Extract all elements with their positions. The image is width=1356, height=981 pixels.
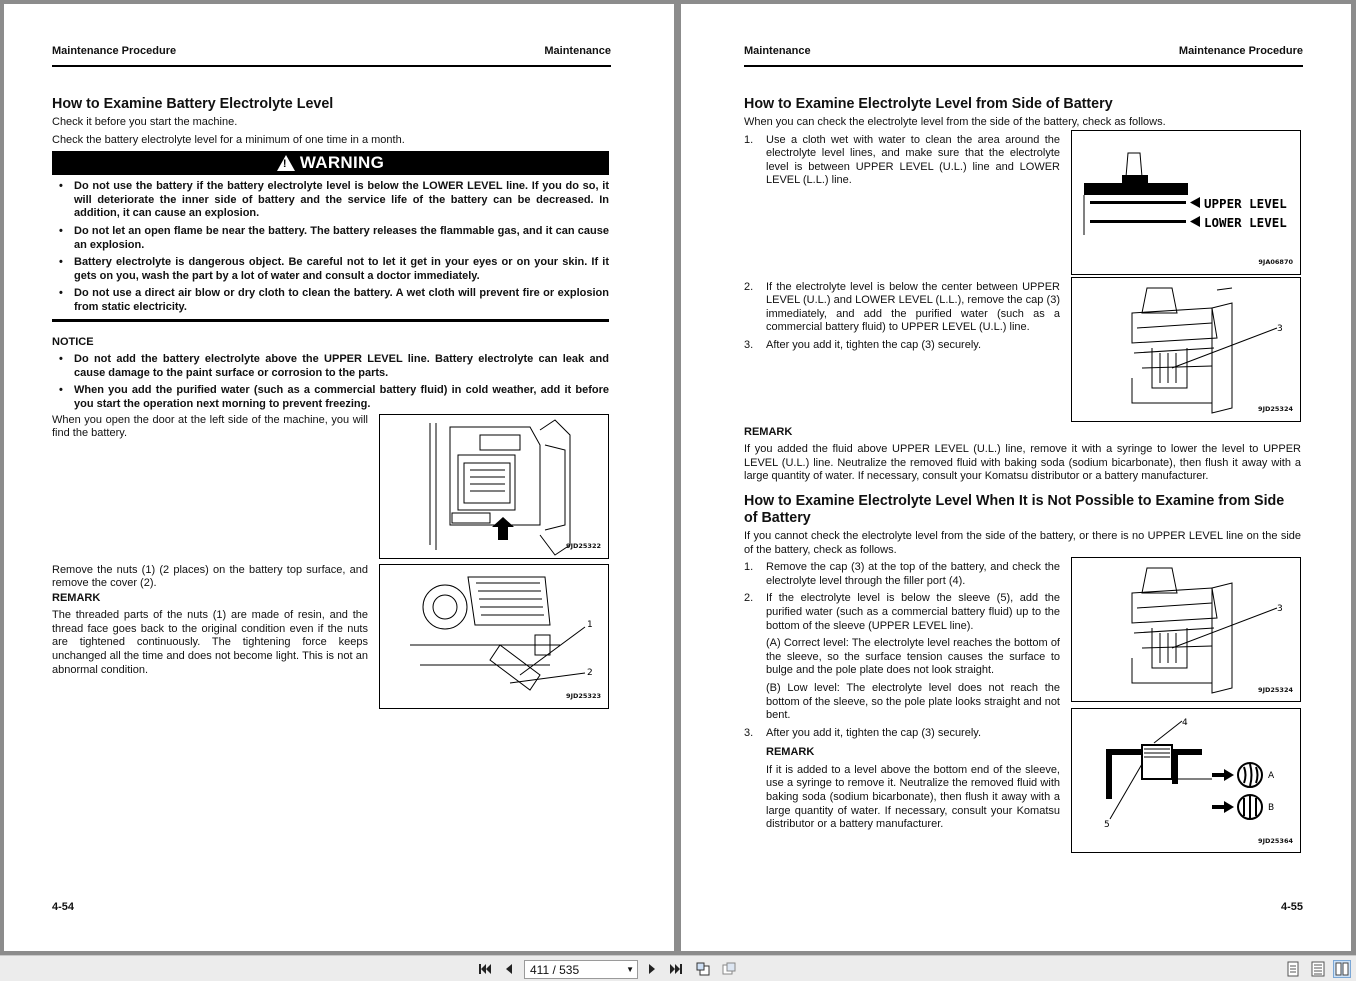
intro-text: If you cannot check the electrolyte level from the side of the battery, or there is no UPPER LEVEL line on the side of the battery, check as follows.: [744, 529, 1301, 556]
steps-list: [744, 281, 1060, 422]
next-page-icon[interactable]: [643, 960, 661, 978]
figure-code: 9JD25323: [566, 691, 601, 700]
steps2-section: [744, 561, 1301, 853]
header-right: Maintenance: [544, 45, 611, 57]
step2-section: [744, 281, 1301, 422]
remark-title: REMARK: [766, 746, 815, 759]
nuts-text: Remove the nuts (1) (2 places) on the battery top surface, and remove the cover (2).: [52, 563, 368, 590]
header-left: Maintenance: [744, 45, 811, 57]
figure-code: 9JD25364: [1258, 836, 1293, 845]
label-3: 3: [1277, 604, 1283, 615]
label-4: 4: [1182, 718, 1188, 729]
remark-title: REMARK: [744, 425, 793, 438]
lower-level-label: LOWER LEVEL: [1204, 214, 1287, 230]
step-item: [744, 339, 1060, 353]
step-item: [744, 281, 1060, 335]
warning-item: • Do not let an open flame be near the battery. The battery releases the flammable gas, and it can cause an explosion.: [52, 225, 609, 252]
page-indicator: 411 / 535: [530, 962, 580, 977]
step-text: If the electrolyte level is below the sleeve (5), add the purified water (such as a commercial battery fluid) up to the bottom of the sleeve (UPPER LEVEL line).: [766, 592, 1060, 632]
figure-code: 9JD25324: [1258, 685, 1293, 694]
page-number: 4-54: [52, 901, 75, 913]
warning-list: [52, 180, 609, 314]
step-text: Use a cloth wet with water to clean the area around the electrolyte level lines, and make sure that the electrolyte level is between UPPER LEVEL (U.L.) line and LOWER LEVEL (L.L.) line.: [766, 133, 1060, 187]
sleeve-level-figure: [1071, 708, 1301, 853]
warning-item: • Battery electrolyte is dangerous object. Be careful not to let it get in your eyes or on your skin. If it gets on you, wash the part by a lot of water and consult a doctor immediately.: [52, 256, 609, 283]
step-text: Remove the cap (3) at the top of the battery, and check the electrolyte level through the filler port (4).: [766, 561, 1060, 587]
warning-item: • Do not use the battery if the battery electrolyte level is below the LOWER LEVEL line. If you do so, it will deteriorate the inner side of battery and the service life of the battery can be decreased. In addition, it can cause an explosion.: [52, 180, 609, 221]
step-number: 1.: [744, 133, 754, 146]
upper-level-label: UPPER LEVEL: [1204, 195, 1287, 211]
step-number: 3.: [744, 726, 754, 739]
section-title: How to Examine Electrolyte Level When It is Not Possible to Examine from Side of Battery: [744, 492, 1285, 526]
sleeve-level-drawing: [1072, 709, 1300, 852]
step-text: If the electrolyte level is below the center between UPPER LEVEL (U.L.) and LOWER LEVEL (L.L.), remove the cap (3) immediately, and add the purified water (such as a commercial battery fluid) to UPPER LEVEL (U.L.) line.: [766, 280, 1060, 334]
label-a: A: [1268, 771, 1275, 782]
label-b: B: [1268, 803, 1275, 814]
page-content: [52, 96, 609, 709]
intro-text: When you can check the electrolyte level from the side of the battery, check as follows.: [744, 116, 1166, 128]
battery-door-figure: [379, 414, 609, 559]
section-title: How to Examine Electrolyte Level from Side of Battery: [744, 96, 1113, 112]
warning-banner: [52, 151, 609, 175]
label-5: 5: [1104, 820, 1110, 831]
intro-text: Check the battery electrolyte level for a minimum of one time in a month.: [52, 133, 405, 146]
warning-label: WARNING: [299, 153, 385, 173]
page-header: [52, 44, 611, 67]
first-page-icon[interactable]: [476, 960, 494, 978]
notice-title: NOTICE: [52, 335, 94, 348]
step-text: After you add it, tighten the cap (3) securely.: [766, 726, 982, 739]
correct-level-text: (A) Correct level: The electrolyte level reaches the bottom of the sleeve, so the surface tension causes the surface to bulge and the pole plate does not look straight.: [766, 637, 1060, 677]
page-header: [744, 44, 1303, 67]
low-level-text: (B) Low level: The electrolyte level does not reach the bottom of the sleeve, so the pole plate looks straight and not bent.: [766, 681, 1060, 722]
intro-text: Check it before you start the machine.: [52, 116, 238, 128]
page-number: 4-55: [1280, 901, 1303, 913]
page-number-select[interactable]: [524, 960, 638, 979]
warning-icon: !: [277, 155, 295, 171]
notice-list: [52, 353, 609, 411]
continuous-icon[interactable]: [1309, 960, 1327, 978]
steps2-figures: [1071, 561, 1301, 853]
page-content: [744, 96, 1301, 853]
single-page-icon[interactable]: [1284, 960, 1302, 978]
viewer-toolbar: [0, 955, 1356, 981]
remark-text: If it is added to a level above the bottom end of the sleeve, use a syringe to remove it. Neutralize the removed fluid with baking soda (sodium bicarbonate), then flush it away with a large quantity of water. If necessary, consult your Komatsu distributor or a battery manufacturer.: [766, 763, 1060, 831]
step-item: [744, 727, 1060, 741]
figure-code: 9JD25324: [1258, 405, 1293, 413]
rotate-icon[interactable]: [694, 960, 712, 978]
remark-title: REMARK: [52, 591, 101, 604]
figure-code: 9JD25322: [566, 541, 601, 550]
step1-section: [744, 134, 1301, 275]
section-title: How to Examine Battery Electrolyte Level: [52, 96, 334, 112]
warning-end-rule: [52, 319, 609, 322]
last-page-icon[interactable]: [667, 960, 685, 978]
header-left: Maintenance Procedure: [52, 45, 177, 57]
two-page-icon[interactable]: [1333, 960, 1351, 978]
step-number: 3.: [744, 338, 754, 351]
steps-list: [744, 134, 1060, 275]
label-2: 2: [587, 667, 593, 678]
figure-code: 9JA06870: [1258, 258, 1293, 266]
step-number: 2.: [744, 592, 754, 605]
page-left: [4, 4, 674, 951]
level-lines-figure: [1071, 130, 1301, 275]
step-text: After you add it, tighten the cap (3) securely.: [766, 338, 982, 351]
step-item: [744, 592, 1060, 633]
prev-page-icon[interactable]: [500, 960, 518, 978]
notice-item: • Do not add the battery electrolyte above the UPPER LEVEL line. Battery electrolyte can leak and cause damage to the paint surface or corrosion to the parts.: [52, 353, 609, 380]
battery-cover-drawing: [380, 565, 608, 708]
remark-text: If you added the fluid above UPPER LEVEL (U.L.) line, remove it with a syringe to lower the level to UPPER LEVEL (U.L.) line. Neutralize the removed fluid with baking soda (sodium bicarbonate), then flush it away with a large quantity of water. If necessary, consult your Komatsu distributor or a battery manufacturer.: [744, 443, 1301, 483]
battery-door-drawing: [380, 415, 608, 558]
label-1: 1: [587, 619, 593, 630]
battery-cap-drawing: [1072, 278, 1300, 421]
steps-list: [744, 727, 1060, 741]
level-lines-drawing: [1072, 131, 1300, 274]
door-section: [52, 414, 609, 559]
battery-cap-figure: [1071, 277, 1301, 422]
steps2-text: [744, 561, 1060, 853]
door-text: When you open the door at the left side of the machine, you will find the battery.: [52, 413, 368, 440]
label-3: 3: [1277, 323, 1283, 334]
battery-cover-figure: [379, 564, 609, 709]
battery-cap-figure: [1071, 557, 1301, 702]
fit-icon[interactable]: [720, 960, 738, 978]
steps-list: [744, 561, 1060, 633]
battery-cap-drawing: [1072, 558, 1300, 701]
header-right: Maintenance Procedure: [1178, 45, 1303, 57]
step-item: [744, 561, 1060, 588]
step-number: 2.: [744, 280, 754, 293]
step-number: 1.: [744, 561, 754, 574]
cover-text-block: [52, 564, 368, 709]
remark-text: The threaded parts of the nuts (1) are made of resin, and the thread face goes back to the original condition even if the nuts are tightened continuously. The tightening force keeps unchanged all the time and does not become light. This is not an abnormal condition.: [52, 609, 368, 676]
step-item: [744, 134, 1060, 188]
cover-section: [52, 564, 609, 709]
page-right: [681, 4, 1351, 951]
warning-item: • Do not use a direct air blow or dry cloth to clean the battery. A wet cloth will prevent fire or explosion from static electricity.: [52, 287, 609, 314]
chevron-down-icon: ▼: [626, 965, 634, 974]
notice-item: • When you add the purified water (such as a commercial battery fluid) in cold weather, add it before you start the operation next morning to prevent freezing.: [52, 384, 609, 411]
